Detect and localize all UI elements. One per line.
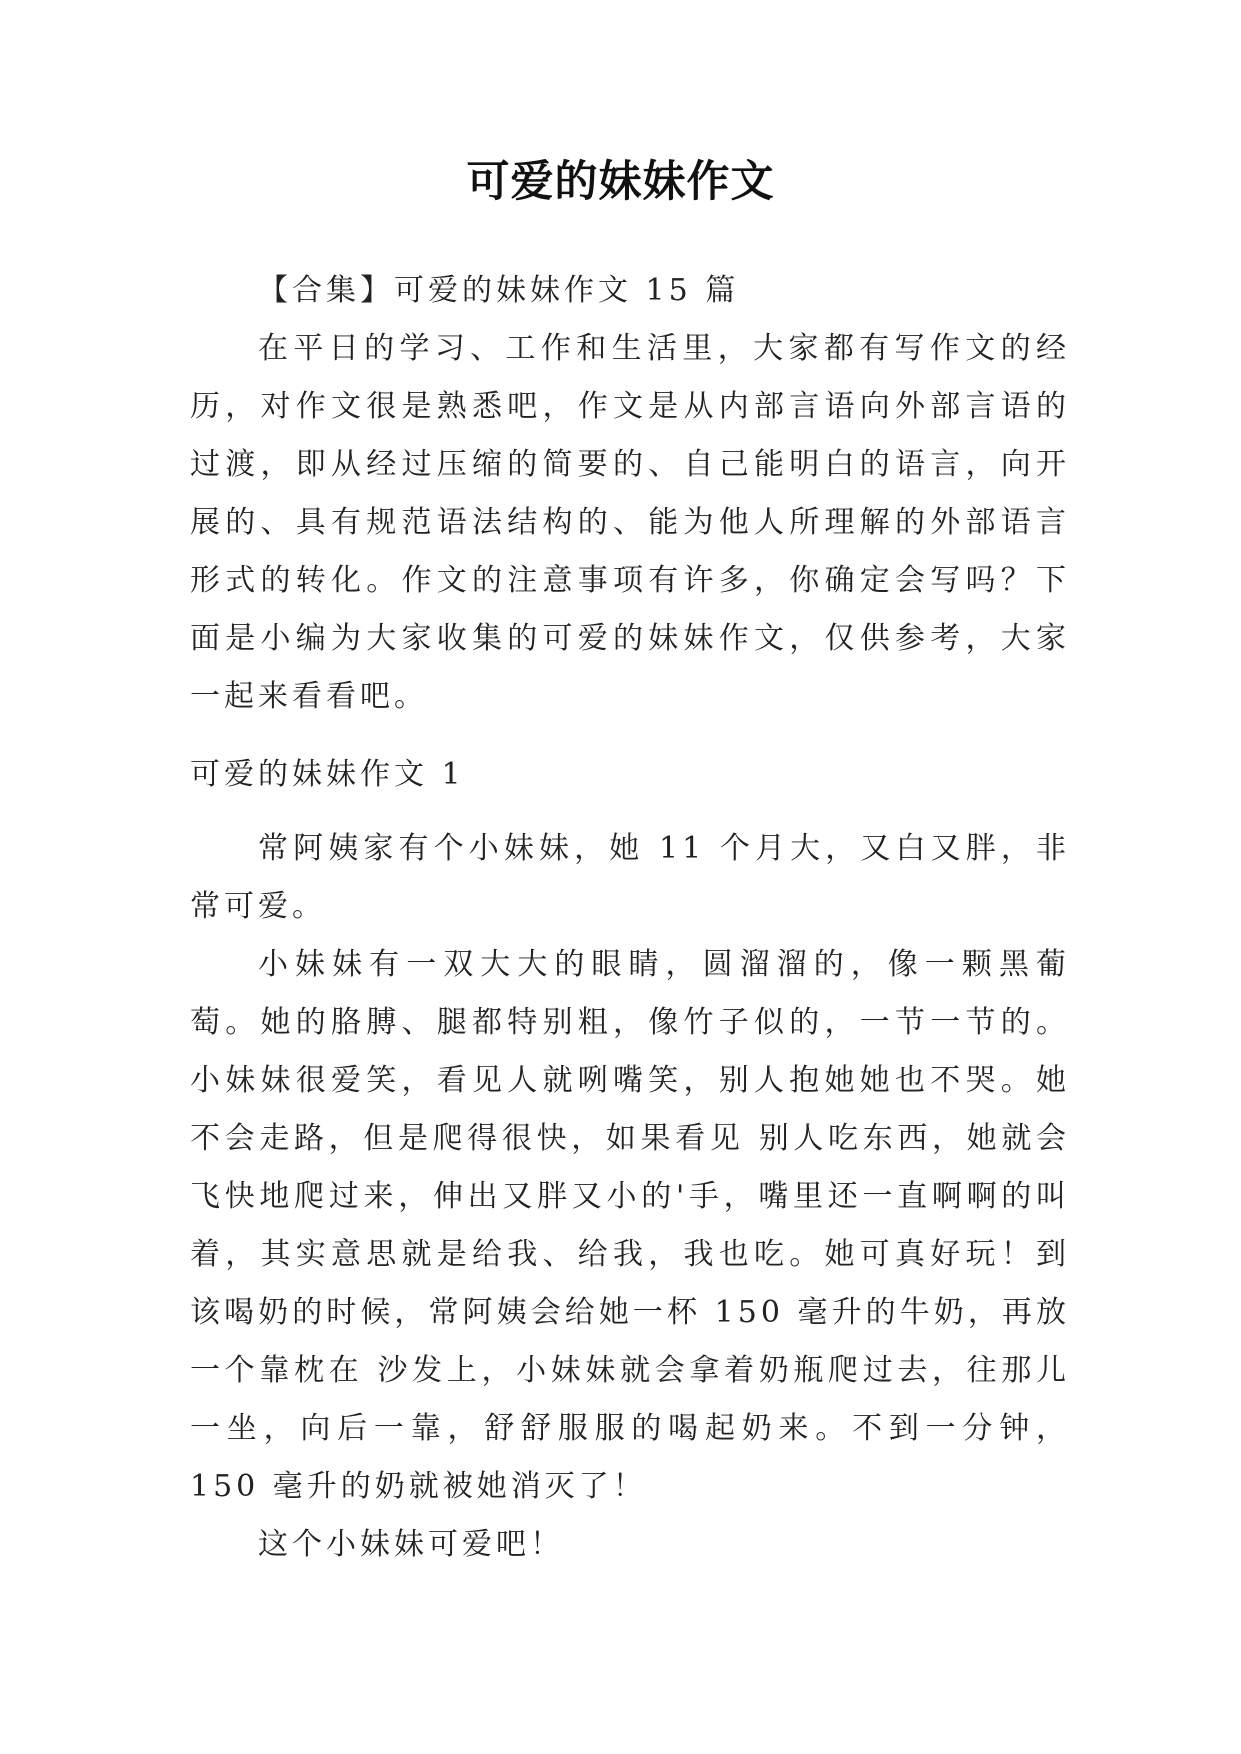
collection-heading: 【合集】可爱的妹妹作文 15 篇 — [258, 273, 740, 308]
intro-section — [190, 262, 1070, 726]
intro-paragraph: 在平日的学习、工作和生活里，大家都有写作文的经历，对作文很是熟悉吧，作文是从内部言语向外部言语的过渡，即从经过压缩的简要的、自己能明白的语言，向开展的、具有规范语法结构的、能为他人所理解的外部语言形式的转化。作文的注意事项有许多，你确定会写吗？下面是小编为大家收集的可爱的妹妹作文，仅供参考，大家一起来看看吧。 — [190, 331, 1070, 714]
document-title: 可爱的妹妹作文 — [466, 157, 775, 207]
essay-1-body — [190, 820, 1070, 1574]
essay-1-paragraph: 常阿姨家有个小妹妹，她 11 个月大，又白又胖，非常可爱。 — [190, 831, 1070, 924]
essay-1-heading: 可爱的妹妹作文 1 — [190, 757, 465, 792]
essay-1-paragraph: 这个小妹妹可爱吧！ — [258, 1527, 564, 1562]
essay-1-paragraph: 小妹妹有一双大大的眼睛，圆溜溜的，像一颗黑葡萄。她的胳膊、腿都特别粗，像竹子似的，一节一节的。小妹妹很爱笑，看见人就咧嘴笑，别人抱她她也不哭。她不会走路，但是爬得很快，如果看见 别人吃东西，她就会飞快地爬过来，伸出又胖又小的'手，嘴里还一直啊啊的叫着，其实意思就是给我、给我，我也吃。她可真好玩！到该喝奶的时候，常阿姨会给她一杯 150 毫升的牛奶，再放一个靠枕在 沙发上，小妹妹就会拿着奶瓶爬过去，往那儿一坐，向后一靠，舒舒服服的喝起奶来。不到一分钟，150 毫升的奶就被她消灭了！ — [190, 947, 1070, 1504]
